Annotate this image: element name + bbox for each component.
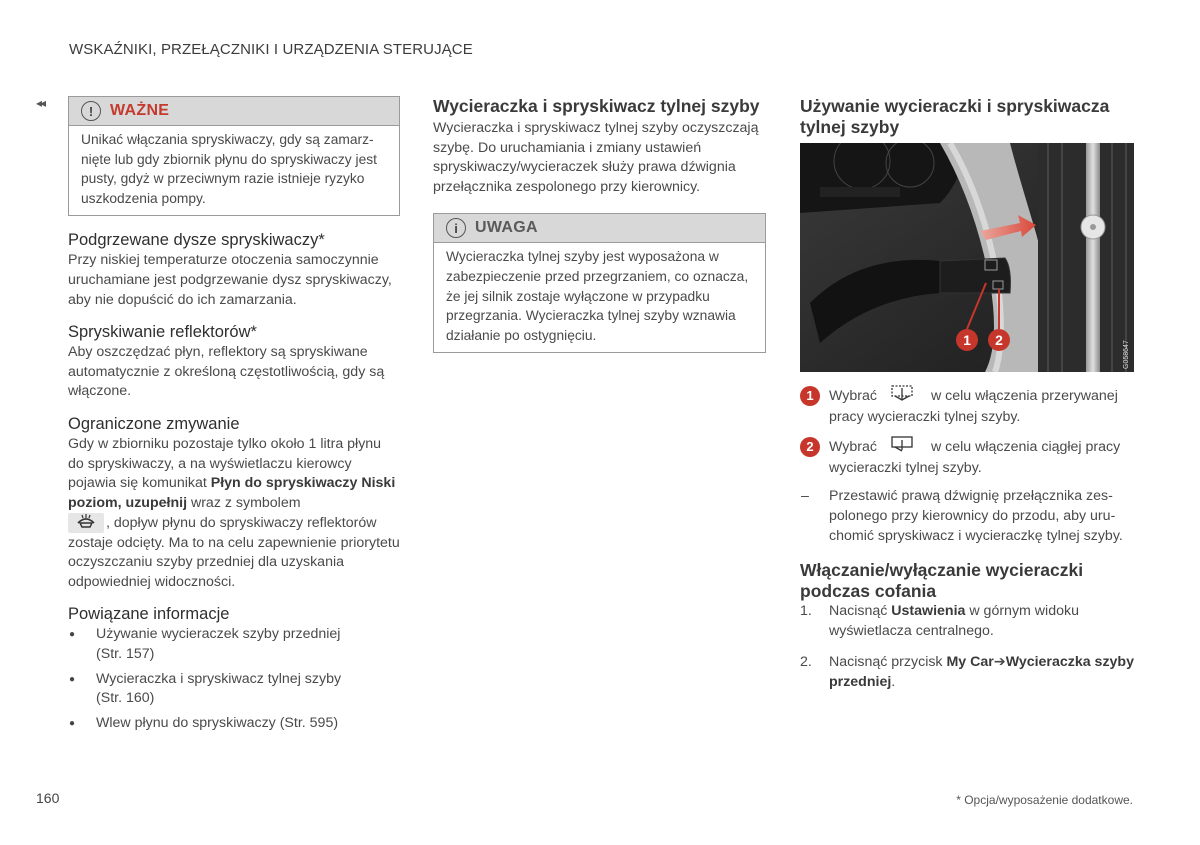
callout-dash: – Przestawić prawą dźwignię przełącznika zespolonego przy kierownicy do przodu, aby uruchomić spryskiwacz i wycieraczkę tylnej szyby. (801, 488, 1123, 544)
continuous-rear-wiper-icon (891, 436, 913, 459)
note-text: Wycieraczka tylnej szyby jest wyposażona w zabezpieczenie przed przegrzaniem, co oznacza, że jej silnik zostaje wyłączone w przypadku przegrzania. Wycieraczka tylnej szyby wznawia działanie po ostygnięciu. (446, 249, 749, 343)
callout-2: 2 Wybrać w celu włączenia ciągłej pracy wycieraczki tylnej szyby. (800, 436, 1134, 478)
step-item: 2. Nacisnąć przycisk My Car➔Wycieraczka szyby przedniej. (800, 654, 1134, 690)
svg-text:1: 1 (963, 332, 971, 348)
image-code: G058647 (1123, 340, 1130, 369)
svg-text:2: 2 (995, 332, 1003, 348)
column-middle (433, 96, 766, 353)
related-item[interactable]: ● Wycieraczka i spryskiwacz tylnej szyby (Str. 160) (68, 670, 400, 709)
callout-number: 2 (800, 437, 820, 457)
heated-heading: Podgrzewane dysze spryskiwaczy* (68, 231, 325, 250)
wiper-ref: Wycieraczka szyby przedniej (829, 654, 1134, 690)
running-header: WSKAŹNIKI, PRZEŁĄCZNIKI I URZĄDZENIA STERUJĄCE (69, 41, 473, 58)
note-title: UWAGA (475, 219, 538, 237)
reverse-heading: Włączanie/wyłączanie wycieraczki podczas cofania (800, 560, 1084, 602)
wiper-stalk-photo (800, 143, 1134, 372)
settings-ref: Ustawienia (891, 603, 966, 620)
warning-title: WAŻNE (110, 102, 170, 119)
callout-number: 1 (800, 386, 820, 406)
usage-heading: Używanie wycieraczki i spryskiwacza tylnej szyby (800, 96, 1110, 137)
related-item[interactable]: ● Używanie wycieraczek szyby przedniej (Str. 157) (68, 625, 400, 664)
warning-box (68, 96, 400, 216)
related-item[interactable]: ● Wlew płynu do spryskiwaczy (Str. 595) (68, 714, 400, 734)
related-heading: Powiązane informacje (68, 605, 230, 624)
heated-text: Przy niskiej temperaturze otoczenia samoczynnie uruchamiane jest podgrzewanie dysz spryskiwaczy, aby nie dopuścić do ich zamarzania. (68, 252, 392, 308)
page-number: 160 (36, 790, 60, 806)
intermittent-rear-wiper-icon (891, 385, 913, 408)
low-fluid-message: Płyn do spryskiwaczy Niski poziom, uzupełnij (68, 475, 396, 511)
headlamp-heading: Spryskiwanie reflektorów* (68, 323, 257, 342)
limited-heading: Ograniczone zmywanie (68, 414, 240, 433)
footnote: * Opcja/wyposażenie dodatkowe. (956, 793, 1133, 807)
mycar-ref: My Car (946, 654, 994, 671)
rear-heading: Wycieraczka i spryskiwacz tylnej szyby (433, 96, 760, 116)
limited-text: Gdy w zbiorniku pozostaje tylko około 1 litra płynu do spryskiwaczy, a na wyświetlaczu kierowcy pojawia się komunikat Płyn do spryskiwaczy Niski poziom, uzupełnij wraz z symbolem , dopływ płynu do spryskiwaczy reflektorów zostaje odcięty. Ma to na celu zapewnienie priorytetu oczyszczaniu szyby przedniej dla uzyskania odpowiedniej widoczności. (68, 435, 400, 590)
warning-box-header (69, 97, 399, 126)
arrow-right-icon: ➔ (993, 654, 1006, 671)
note-box (433, 213, 766, 353)
related-list (68, 625, 400, 733)
warning-text: Unikać włączania spryskiwaczy, gdy są zamarznięte lub gdy zbiornik płynu do spryskiwaczy jest pusty, gdyż w przeciwnym razie istnieje ryzyko uszkodzenia pompy. (81, 132, 378, 206)
info-icon: i (446, 218, 466, 238)
back-arrows-icon[interactable]: ◂◂ (36, 96, 45, 110)
step-item: 1. Nacisnąć Ustawienia w górnym widoku wyświetlacza centralnego. (800, 603, 1079, 639)
exclamation-icon: ! (81, 101, 101, 121)
washer-fluid-icon (68, 513, 104, 533)
column-left (68, 96, 400, 738)
rear-text: Wycieraczka i spryskiwacz tylnej szyby oczyszczają szybę. Do uruchamiania i zmiany ustawień spryskiwaczy/wycieraczek służy prawa dźwignia przełącznika zespolonego przy kierownicy. (433, 120, 759, 195)
note-box-header (434, 214, 765, 243)
callout-1: 1 Wybrać w celu włączenia przerywanej pracy wycieraczki tylnej szyby. (800, 385, 1134, 427)
reverse-steps (800, 602, 1134, 692)
column-right (800, 96, 1134, 703)
headlamp-text: Aby oszczędzać płyn, reflektory są spryskiwane automatycznie z określoną częstotliwością, gdy są włączone. (68, 344, 385, 400)
